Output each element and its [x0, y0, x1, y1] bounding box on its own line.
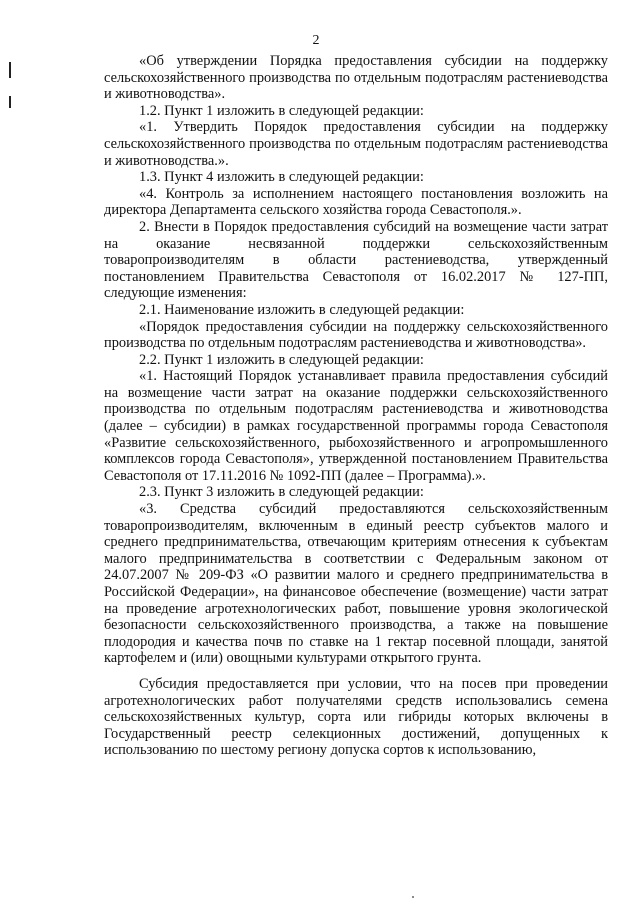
scan-margin-mark-bottom: [9, 96, 11, 108]
page-number: 2: [312, 33, 320, 48]
paragraph: 2. Внести в Порядок предоставления субсидий на возмещение части затрат на оказание несвязанной поддержки сельскохозяйственным товаропроизводителям в области растениеводства, утвержденный постановлением Правительства Севастополя от 16.02.2017 № 127-ПП, следующие изменения:: [104, 218, 608, 302]
paragraph: 2.3. Пункт 3 изложить в следующей редакции:: [139, 484, 424, 501]
paragraph: «Порядок предоставления субсидии на поддержку сельскохозяйственного производства по отдельным подотраслям растениеводства и животноводства».: [104, 318, 608, 352]
scan-margin-mark-top: [9, 62, 11, 78]
paragraph: «3. Средства субсидий предоставляются сельскохозяйственным товаропроизводителям, включенным в единый реестр субъектов малого и среднего предпринимательства, отвечающим критериям отнесения к субъектам малого предпринимательства в соответствии с Федеральным законом от 24.07.2007 № 209-ФЗ «О развитии малого и среднего предпринимательства в Российской Федерации», на финансовое обеспечение (возмещение) части затрат на проведение агротехнологических работ, повышение уровня экологической безопасности сельскохозяйственного производства, а также на повышение плодородия и качества почв по ставке на 1 гектар посевной площади, занятой картофелем и (или) овощными культурами открытого грунта.: [104, 501, 608, 667]
paragraph: «Об утверждении Порядка предоставления субсидии на поддержку сельскохозяйственного производства по отдельным подотраслям растениеводства и животноводства».: [104, 53, 608, 103]
paragraph: 2.2. Пункт 1 изложить в следующей редакции:: [139, 351, 424, 368]
paragraph: 2.1. Наименование изложить в следующей редакции:: [139, 301, 465, 318]
paragraph: Субсидия предоставляется при условии, что на посев при проведении агротехнологических работ получателями средств использовались семена сельскохозяйственных культур, сорта или гибриды которых включены в Государственный реестр селекционных достижений, допущенных к использованию по шестому региону допуска сортов к использованию,: [104, 675, 608, 759]
paragraph: 1.3. Пункт 4 изложить в следующей редакции:: [139, 169, 424, 186]
paragraph: «4. Контроль за исполнением настоящего постановления возложить на директора Департамента сельского хозяйства города Севастополя.».: [104, 185, 608, 219]
paragraph: «1. Утвердить Порядок предоставления субсидии на поддержку сельскохозяйственного производства по отдельным подотраслям растениеводства и животноводства.».: [104, 119, 608, 169]
document-body: [104, 53, 608, 759]
paragraph: «1. Настоящий Порядок устанавливает правила предоставления субсидий на возмещение части затрат на оказание поддержки сельскохозяйственного производства по отдельным подотраслям растениеводства и животноводства (далее – субсидии) в рамках государственной программы города Севастополя «Развитие сельскохозяйственного, рыбохозяйственного и агропромышленного комплексов города Севастополя», утвержденной постановлением Правительства Севастополя от 17.11.2016 № 1092-ПП (далее – Программа).».: [104, 368, 608, 484]
scan-speck: [412, 896, 414, 898]
paragraph: 1.2. Пункт 1 изложить в следующей редакции:: [139, 102, 424, 119]
